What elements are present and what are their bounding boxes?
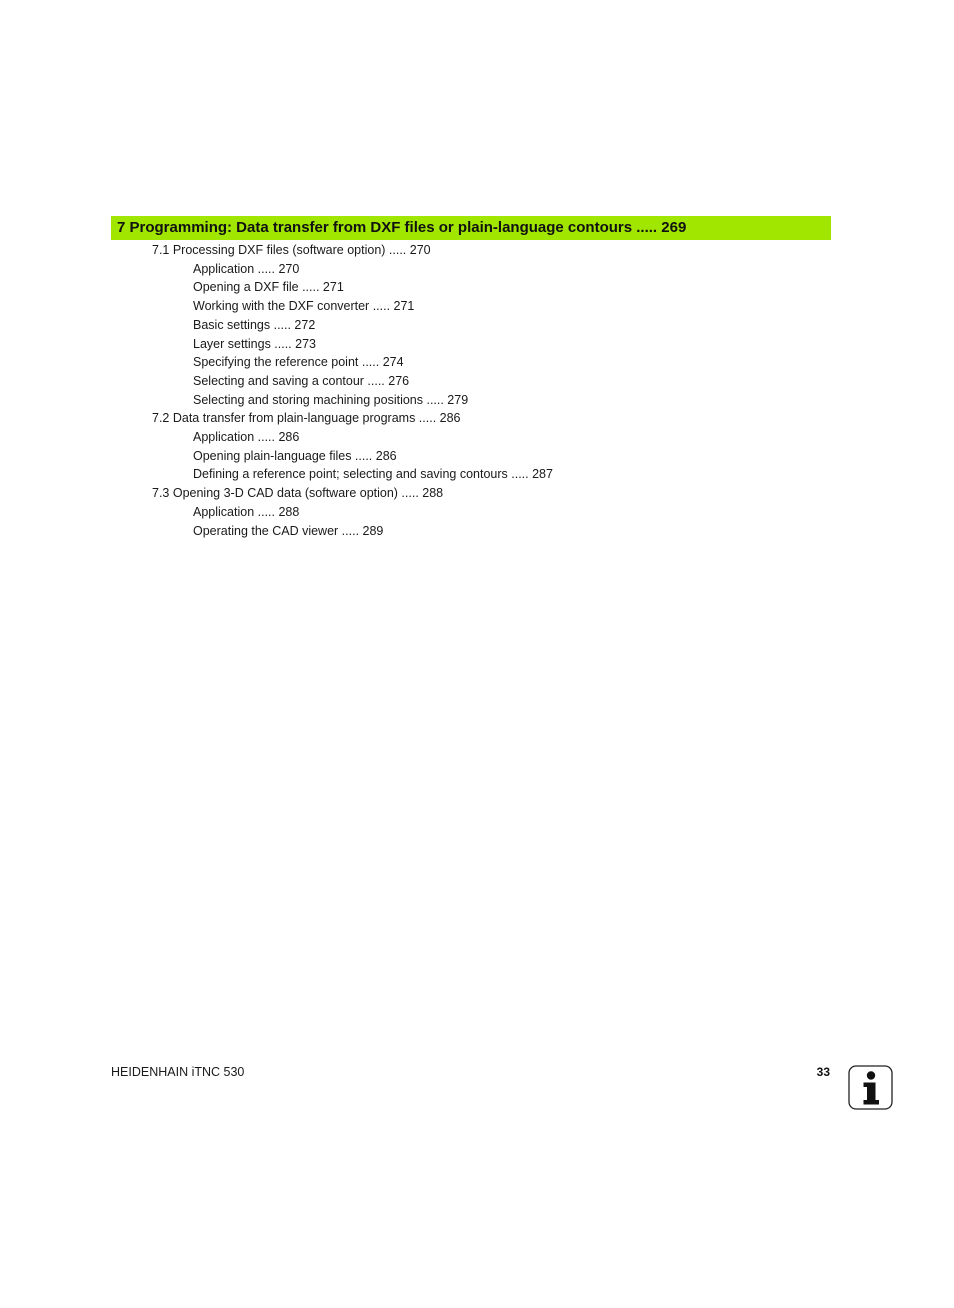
toc-section-entry[interactable]: 7.1 Processing DXF files (software option) ..... 270 xyxy=(152,243,431,257)
toc-subsection-entry[interactable]: Working with the DXF converter ..... 271 xyxy=(193,299,415,313)
toc-subsection-entry[interactable]: Basic settings ..... 272 xyxy=(193,318,316,332)
toc-subsection-entry[interactable]: Operating the CAD viewer ..... 289 xyxy=(193,524,384,538)
toc-subsection-entry[interactable]: Application ..... 270 xyxy=(193,262,300,276)
toc-subsection-entry[interactable]: Selecting and storing machining positions ..... 279 xyxy=(193,393,469,407)
footer-manual-title: HEIDENHAIN iTNC 530 xyxy=(111,1065,245,1079)
info-icon xyxy=(848,1065,893,1110)
toc-section-entry[interactable]: 7.2 Data transfer from plain-language programs ..... 286 xyxy=(152,411,461,425)
toc-section-entry[interactable]: 7.3 Opening 3-D CAD data (software option) ..... 288 xyxy=(152,486,444,500)
toc-subsection-entry[interactable]: Opening a DXF file ..... 271 xyxy=(193,280,344,294)
chapter-heading[interactable]: 7 Programming: Data transfer from DXF files or plain-language contours ..... 269 xyxy=(111,216,831,240)
toc-subsection-entry[interactable]: Application ..... 286 xyxy=(193,430,300,444)
toc-subsection-entry[interactable]: Defining a reference point; selecting and saving contours ..... 287 xyxy=(193,467,553,481)
toc-subsection-entry[interactable]: Layer settings ..... 273 xyxy=(193,337,316,351)
toc-subsection-entry[interactable]: Selecting and saving a contour ..... 276 xyxy=(193,374,410,388)
toc-subsection-entry[interactable]: Opening plain-language files ..... 286 xyxy=(193,449,397,463)
toc-subsection-entry[interactable]: Specifying the reference point ..... 274 xyxy=(193,355,404,369)
toc-subsection-entry[interactable]: Application ..... 288 xyxy=(193,505,300,519)
page-number: 33 xyxy=(816,1065,830,1079)
